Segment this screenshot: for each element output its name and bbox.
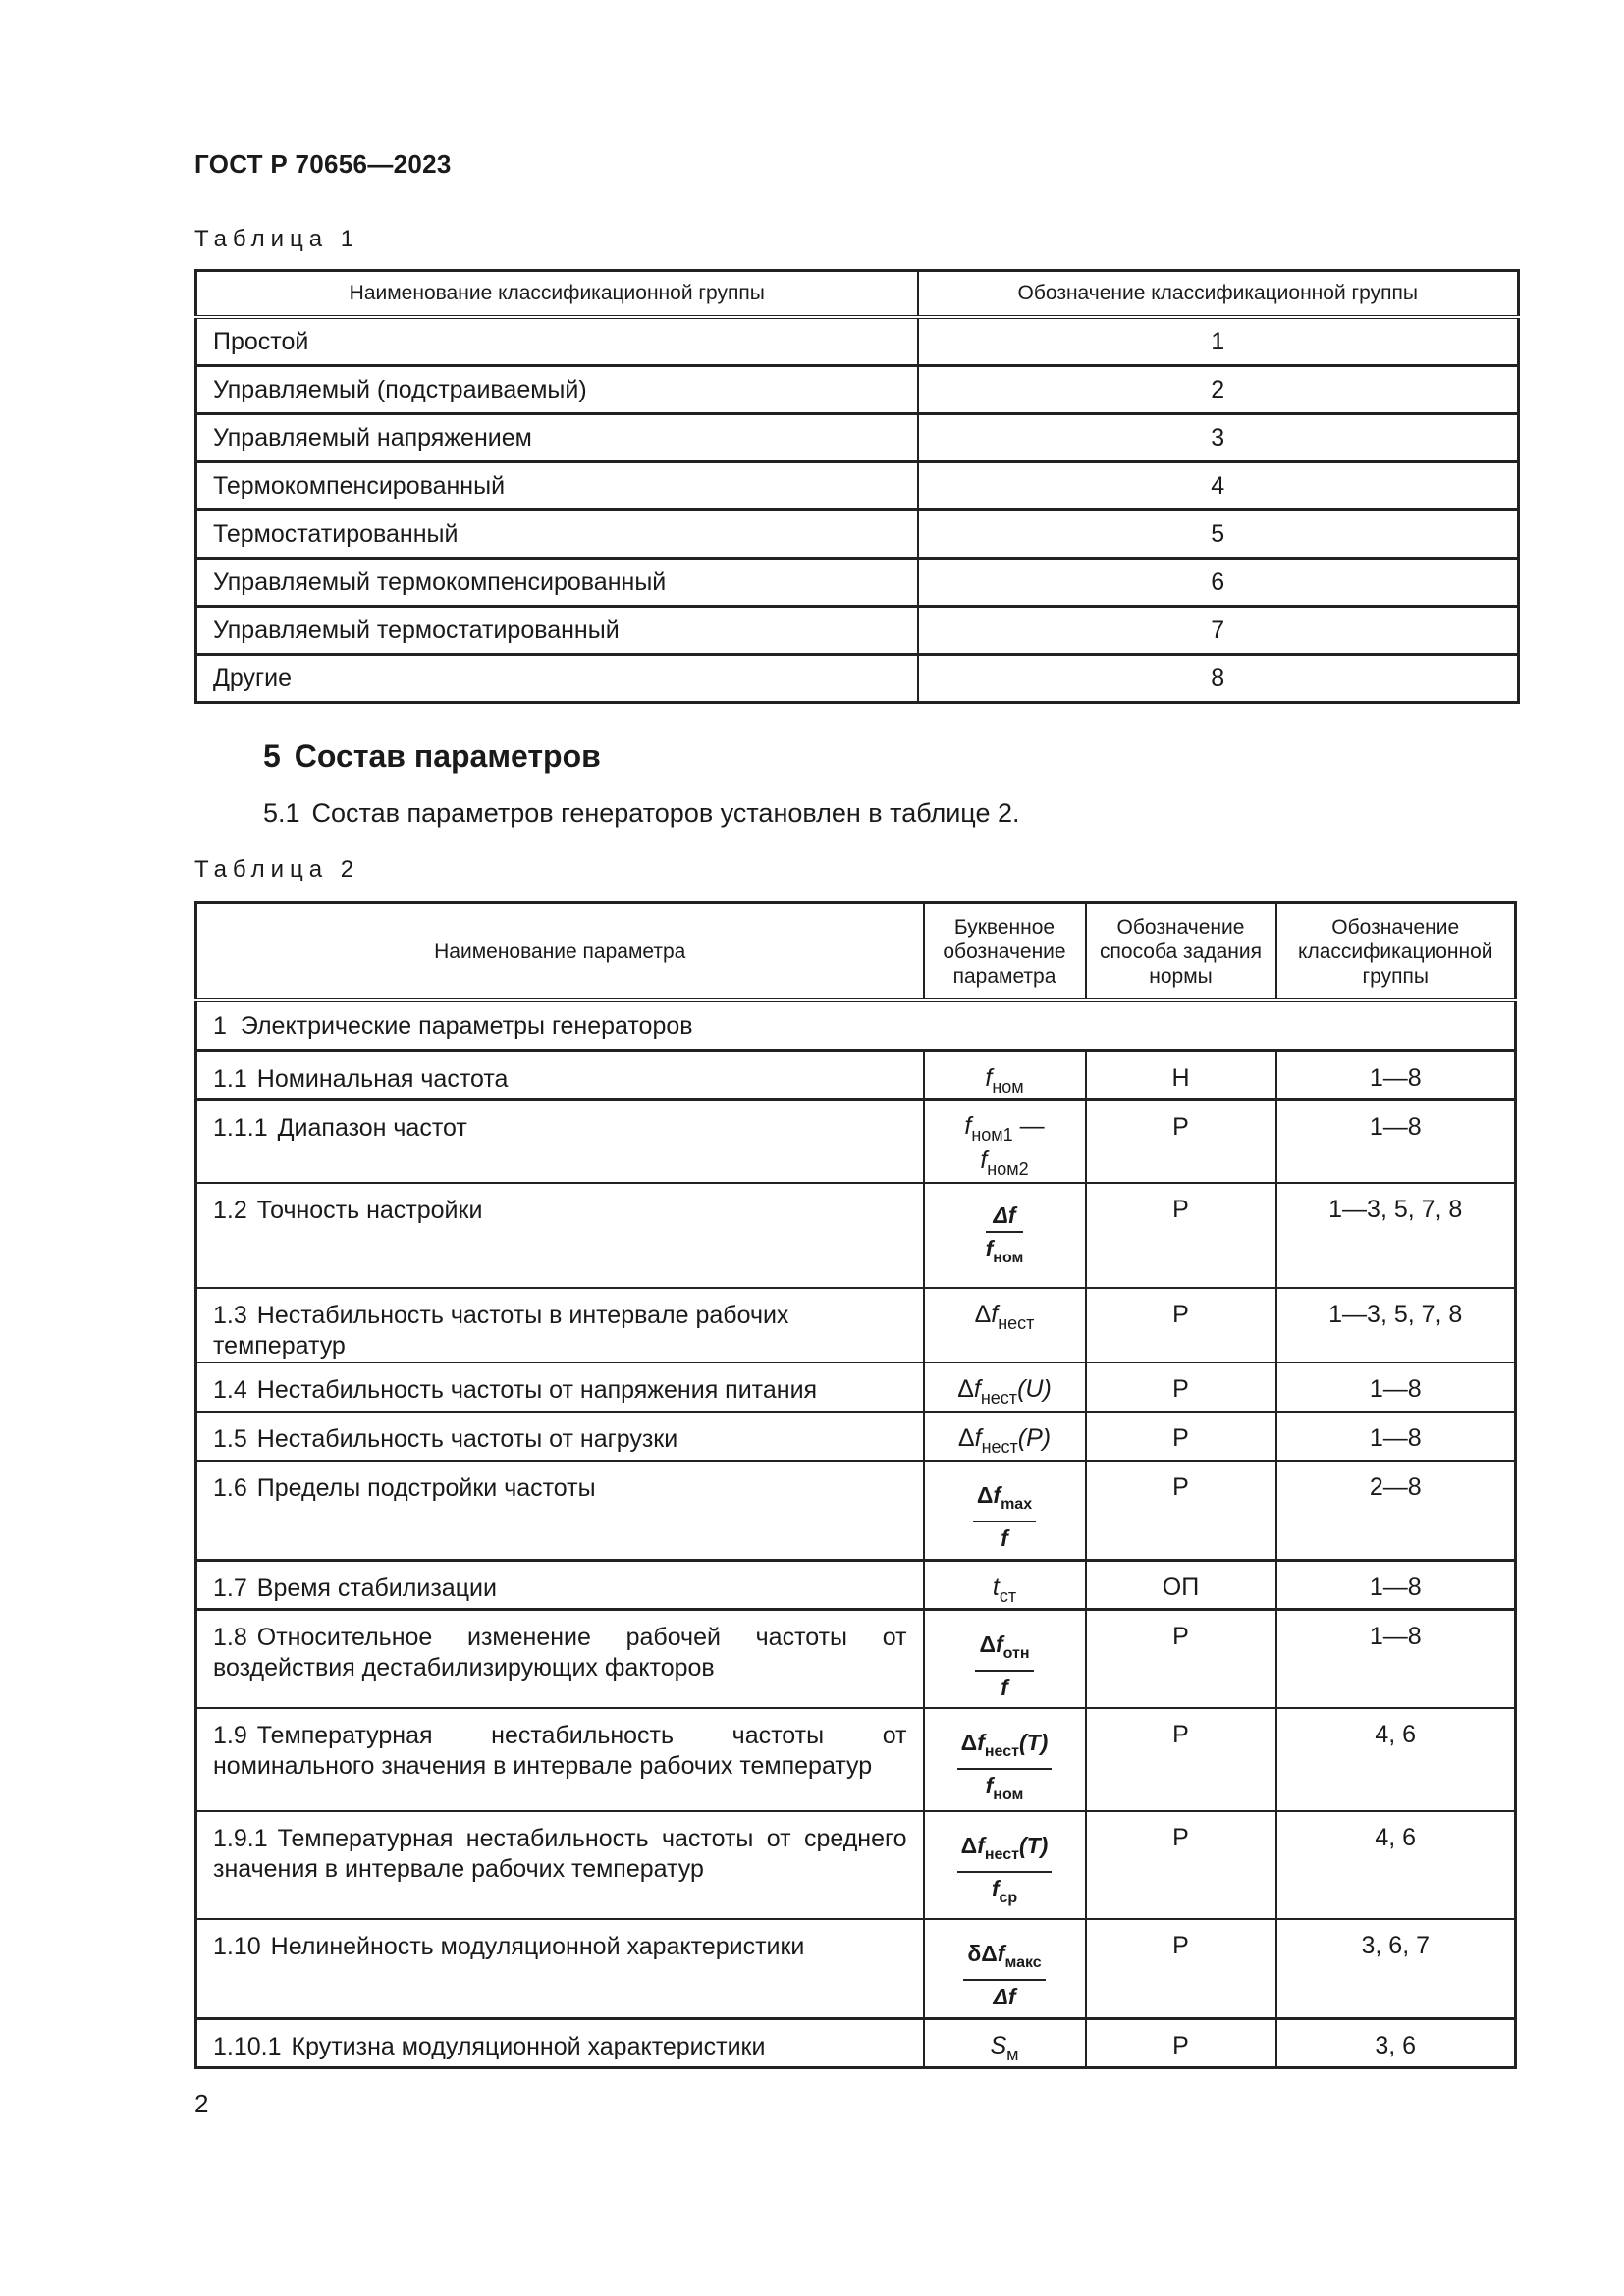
table-row: [196, 1560, 1516, 1609]
param-groups: 2—8: [1276, 1461, 1516, 1560]
group-name: Управляемый напряжением: [196, 414, 918, 462]
group-name: Простой: [196, 317, 918, 366]
param-number: 1.1: [213, 1065, 247, 1093]
section-heading: [263, 738, 615, 774]
param-number: 1.3: [213, 1302, 247, 1329]
table-row: [196, 1362, 1516, 1412]
classification-table: [194, 269, 1520, 704]
param-symbol: $\frac{\Delta f_{отн}}{f}$: [924, 1609, 1086, 1708]
group-code: 8: [918, 655, 1519, 703]
param-text: Нестабильность частоты от напряжения питания: [256, 1376, 818, 1404]
param-groups: 1—8: [1276, 1560, 1516, 1609]
table-row: [196, 1100, 1516, 1184]
param-text: Нестабильность частоты от нагрузки: [256, 1425, 678, 1453]
param-symbol: $\Delta f_{нест}(U)$: [924, 1362, 1086, 1412]
table-row: [196, 366, 1519, 414]
table2-header-method: Обозначение способа задания нормы: [1086, 903, 1276, 1001]
param-text: Относительное изменение рабочей частоты от воздействия дестабилизирующих факторов: [213, 1623, 907, 1682]
param-text: Время стабилизации: [256, 1574, 497, 1602]
param-method: Р: [1086, 1708, 1276, 1811]
group-row-cell: [196, 1000, 1516, 1051]
param-name: [196, 1100, 924, 1184]
group-code: 3: [918, 414, 1519, 462]
param-method: Р: [1086, 1288, 1276, 1362]
param-symbol: $\frac{\Delta f}{f_{ном}}$: [924, 1183, 1086, 1288]
param-text: Диапазон частот: [277, 1114, 467, 1142]
param-name: [196, 1288, 924, 1362]
param-number: 1.6: [213, 1474, 247, 1502]
group-name: Термостатированный: [196, 510, 918, 559]
param-name: [196, 2018, 924, 2067]
param-groups: 1—8: [1276, 1412, 1516, 1461]
param-method: Р: [1086, 1919, 1276, 2018]
table-row: [196, 1461, 1516, 1560]
param-method: Р: [1086, 1183, 1276, 1288]
param-symbol: $\frac{\delta\Delta f_{макс}}{\Delta f}$: [924, 1919, 1086, 2018]
param-groups: 4, 6: [1276, 1811, 1516, 1919]
table-row: [196, 607, 1519, 655]
param-symbol: $f_{ном1}$ — $f_{ном2}$: [924, 1100, 1086, 1184]
group-code: 1: [918, 317, 1519, 366]
param-name: [196, 1609, 924, 1708]
param-symbol: $\Delta f_{нест}$: [924, 1288, 1086, 1362]
table1-caption: Таблица 1: [194, 226, 360, 252]
group-name: Другие: [196, 655, 918, 703]
section-title-text: Состав параметров: [294, 738, 601, 774]
param-symbol: $\Delta f_{нест}(P)$: [924, 1412, 1086, 1461]
param-text: Нелинейность модуляционной характеристики: [270, 1933, 805, 1960]
param-number: 1.8: [213, 1623, 247, 1651]
table-row: [196, 1051, 1516, 1100]
param-method: ОП: [1086, 1560, 1276, 1609]
param-name: [196, 1412, 924, 1461]
param-groups: 4, 6: [1276, 1708, 1516, 1811]
group-name: Управляемый (подстраиваемый): [196, 366, 918, 414]
param-symbol: $f_{ном}$: [924, 1051, 1086, 1100]
param-name: [196, 1708, 924, 1811]
param-symbol: $\frac{\Delta f_{max}}{f}$: [924, 1461, 1086, 1560]
param-symbol: $S_м$: [924, 2018, 1086, 2067]
table2-header-symbol: Буквенное обозначение параметра: [924, 903, 1086, 1001]
group-row-text: Электрические параметры генераторов: [240, 1012, 693, 1040]
param-method: Р: [1086, 1461, 1276, 1560]
param-groups: 3, 6: [1276, 2018, 1516, 2067]
param-name: [196, 1919, 924, 2018]
table2-header-group: Обозначение классификационной группы: [1276, 903, 1516, 1001]
param-groups: 1—3, 5, 7, 8: [1276, 1183, 1516, 1288]
group-code: 4: [918, 462, 1519, 510]
param-groups: 3, 6, 7: [1276, 1919, 1516, 2018]
param-method: Р: [1086, 2018, 1276, 2067]
param-symbol: $t_{ст}$: [924, 1560, 1086, 1609]
param-text: Нестабильность частоты в интервале рабочих температур: [213, 1302, 789, 1360]
table-row: [196, 1412, 1516, 1461]
group-code: 6: [918, 559, 1519, 607]
group-row-number: 1: [213, 1012, 227, 1040]
table2-caption: Таблица 2: [194, 856, 360, 882]
param-number: 1.9.1: [213, 1825, 268, 1852]
group-name: Термокомпенсированный: [196, 462, 918, 510]
page-number: 2: [194, 2089, 209, 2118]
table-row: [196, 1708, 1516, 1811]
table-row: [196, 1183, 1516, 1288]
table-row: [196, 2018, 1516, 2067]
param-number: 1.9: [213, 1722, 247, 1749]
param-method: Н: [1086, 1051, 1276, 1100]
param-number: 1.5: [213, 1425, 247, 1453]
table-row: [196, 462, 1519, 510]
param-groups: 1—8: [1276, 1051, 1516, 1100]
group-name: Управляемый термокомпенсированный: [196, 559, 918, 607]
table-row: [196, 510, 1519, 559]
param-number: 1.7: [213, 1574, 247, 1602]
table2-header-name: Наименование параметра: [196, 903, 924, 1001]
param-name: [196, 1811, 924, 1919]
param-groups: 1—8: [1276, 1362, 1516, 1412]
param-name: [196, 1461, 924, 1560]
param-name: [196, 1051, 924, 1100]
param-number: 1.10.1: [213, 2032, 282, 2060]
param-number: 1.1.1: [213, 1114, 268, 1142]
table-row: [196, 1288, 1516, 1362]
table-row: [196, 559, 1519, 607]
param-method: Р: [1086, 1811, 1276, 1919]
group-code: 5: [918, 510, 1519, 559]
param-groups: 1—8: [1276, 1609, 1516, 1708]
param-text: Крутизна модуляционной характеристики: [291, 2032, 766, 2060]
param-groups: 1—8: [1276, 1100, 1516, 1184]
table-row: [196, 1811, 1516, 1919]
section-number: 5: [263, 738, 281, 774]
param-groups: 1—3, 5, 7, 8: [1276, 1288, 1516, 1362]
param-text: Номинальная частота: [256, 1065, 509, 1093]
table1-header-code: Обозначение классификационной группы: [918, 271, 1519, 318]
param-name: [196, 1183, 924, 1288]
paragraph-number: 5.1: [263, 798, 300, 828]
document-header: ГОСТ Р 70656—2023: [194, 149, 452, 179]
param-method: Р: [1086, 1609, 1276, 1708]
table-row: [196, 655, 1519, 703]
param-symbol: $\frac{\Delta f_{нест}(T)}{f_{ср}}$: [924, 1811, 1086, 1919]
param-number: 1.10: [213, 1933, 261, 1960]
table-row: [196, 317, 1519, 366]
param-text: Точность настройки: [256, 1197, 483, 1224]
param-name: [196, 1362, 924, 1412]
group-name: Управляемый термостатированный: [196, 607, 918, 655]
param-text: Температурная нестабильность частоты от среднего значения в интервале рабочих температур: [213, 1825, 907, 1883]
table1-header-name: Наименование классификационной группы: [196, 271, 918, 318]
param-name: [196, 1560, 924, 1609]
param-text: Температурная нестабильность частоты от номинального значения в интервале рабочих температур: [213, 1722, 907, 1780]
param-text: Пределы подстройки частоты: [256, 1474, 596, 1502]
group-code: 2: [918, 366, 1519, 414]
param-method: Р: [1086, 1362, 1276, 1412]
group-code: 7: [918, 607, 1519, 655]
param-method: Р: [1086, 1412, 1276, 1461]
table-row: [196, 1919, 1516, 2018]
paragraph-5-1: [263, 798, 1020, 828]
param-number: 1.4: [213, 1376, 247, 1404]
paragraph-text: Состав параметров генераторов установлен в таблице 2.: [311, 798, 1020, 828]
param-symbol: $\frac{\Delta f_{нест}(T)}{f_{ном}}$: [924, 1708, 1086, 1811]
param-method: Р: [1086, 1100, 1276, 1184]
param-number: 1.2: [213, 1197, 247, 1224]
parameters-table: [194, 901, 1517, 2069]
table-group-row: [196, 1000, 1516, 1051]
table-row: [196, 1609, 1516, 1708]
table-row: [196, 414, 1519, 462]
